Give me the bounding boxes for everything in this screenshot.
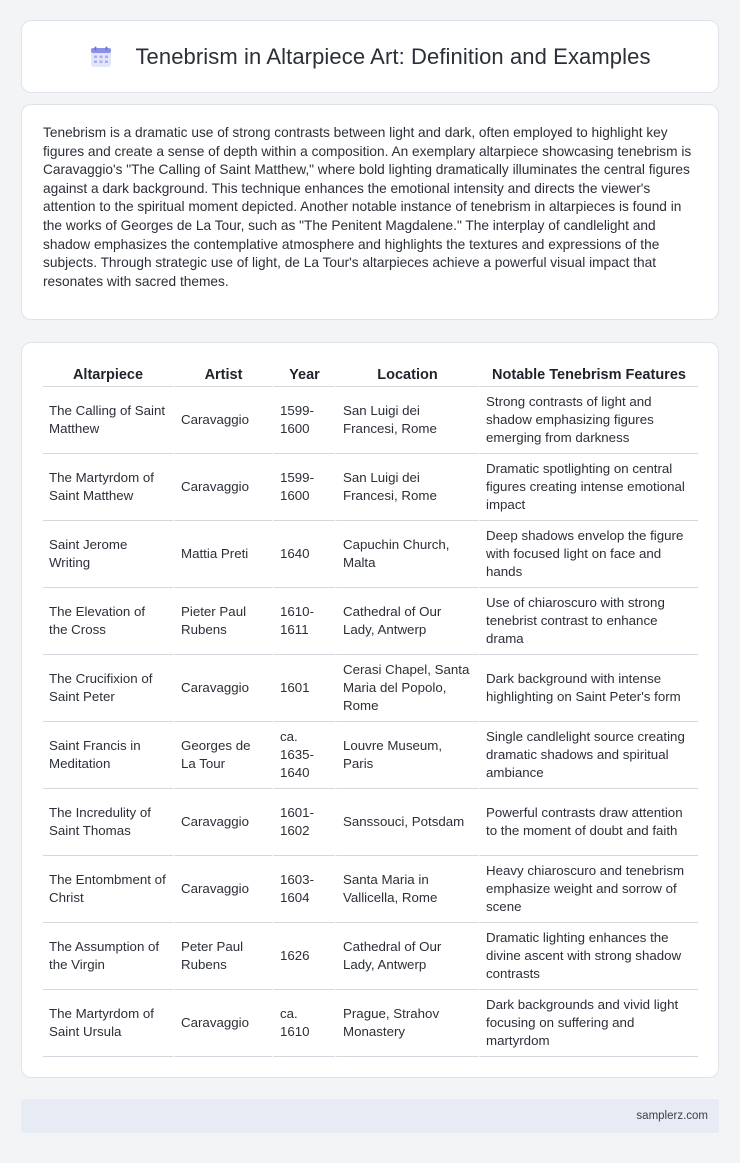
table-header-row [43,359,698,387]
title-card [21,20,719,93]
table-row [43,789,698,856]
table-row [43,521,698,588]
cell-altarpiece: Saint Francis in Meditation [43,722,173,789]
cell-location: Prague, Strahov Monastery [335,990,478,1057]
table-row [43,722,698,789]
cell-altarpiece: The Assumption of the Virgin [43,923,173,990]
cell-features: Heavy chiaroscuro and tenebrism emphasize weight and sorrow of scene [478,856,698,923]
cell-artist: Caravaggio [173,856,272,923]
table-row [43,990,698,1057]
cell-year: ca. 1635-1640 [272,722,335,789]
column-header-year: Year [272,359,335,387]
table-row [43,387,698,454]
intro-card [21,104,719,320]
table-card [21,342,719,1078]
footer-site: samplerz.com [636,1110,708,1122]
cell-location: Louvre Museum, Paris [335,722,478,789]
cell-altarpiece: The Martyrdom of Saint Ursula [43,990,173,1057]
cell-altarpiece: The Martyrdom of Saint Matthew [43,454,173,521]
table-row [43,923,698,990]
table-row [43,454,698,521]
column-header-artist: Artist [173,359,272,387]
cell-year: 1610-1611 [272,588,335,655]
cell-features: Powerful contrasts draw attention to the moment of doubt and faith [478,789,698,856]
footer [21,1099,719,1133]
cell-year: 1599-1600 [272,454,335,521]
table-row [43,588,698,655]
intro-paragraph: Tenebrism is a dramatic use of strong contrasts between light and dark, often employed to highlight key figures and create a sense of depth within a composition. An exemplary altarpiece showcasing tenebrism is Caravaggio's "The Calling of Saint Matthew," where bold lighting dramatically illuminates the central figures against a dark background. This technique enhances the emotional intensity and directs the viewer's attention to the spiritual moment depicted. Another notable instance of tenebrism in altarpieces is found in the works of Georges de La Tour, such as "The Penitent Magdalene." The interplay of candlelight and shadow emphasizes the contemplative atmosphere and highlights the textures and expressions of the subjects. Through strategic use of light, de La Tour's altarpieces achieve a powerful visual impact that resonates with sacred themes. [43,125,692,289]
cell-year: 1601-1602 [272,789,335,856]
cell-altarpiece: The Crucifixion of Saint Peter [43,655,173,722]
cell-artist: Peter Paul Rubens [173,923,272,990]
altarpiece-table [43,359,698,1057]
column-header-features: Notable Tenebrism Features [478,359,698,387]
cell-features: Strong contrasts of light and shadow emphasizing figures emerging from darkness [478,387,698,454]
table-row [43,655,698,722]
cell-location: San Luigi dei Francesi, Rome [335,387,478,454]
cell-altarpiece: Saint Jerome Writing [43,521,173,588]
cell-features: Single candlelight source creating dramatic shadows and spiritual ambiance [478,722,698,789]
calendar-icon [89,45,113,69]
cell-location: Santa Maria in Vallicella, Rome [335,856,478,923]
cell-artist: Caravaggio [173,454,272,521]
cell-artist: Mattia Preti [173,521,272,588]
column-header-altarpiece: Altarpiece [43,359,173,387]
cell-artist: Georges de La Tour [173,722,272,789]
cell-features: Dark backgrounds and vivid light focusing on suffering and martyrdom [478,990,698,1057]
cell-altarpiece: The Entombment of Christ [43,856,173,923]
cell-location: Cathedral of Our Lady, Antwerp [335,588,478,655]
column-header-location: Location [335,359,478,387]
cell-year: 1640 [272,521,335,588]
cell-altarpiece: The Elevation of the Cross [43,588,173,655]
cell-features: Dramatic lighting enhances the divine ascent with strong shadow contrasts [478,923,698,990]
cell-features: Deep shadows envelop the figure with focused light on face and hands [478,521,698,588]
cell-year: 1603-1604 [272,856,335,923]
cell-location: Cerasi Chapel, Santa Maria del Popolo, Rome [335,655,478,722]
cell-location: Sanssouci, Potsdam [335,789,478,856]
page-title: Tenebrism in Altarpiece Art: Definition and Examples [135,43,651,69]
cell-location: Capuchin Church, Malta [335,521,478,588]
cell-artist: Caravaggio [173,655,272,722]
cell-artist: Caravaggio [173,990,272,1057]
cell-features: Use of chiaroscuro with strong tenebrist contrast to enhance drama [478,588,698,655]
cell-artist: Caravaggio [173,789,272,856]
cell-artist: Pieter Paul Rubens [173,588,272,655]
cell-location: Cathedral of Our Lady, Antwerp [335,923,478,990]
cell-features: Dark background with intense highlighting on Saint Peter's form [478,655,698,722]
table-body [43,387,698,1057]
cell-artist: Caravaggio [173,387,272,454]
cell-features: Dramatic spotlighting on central figures creating intense emotional impact [478,454,698,521]
table-row [43,856,698,923]
cell-year: 1601 [272,655,335,722]
cell-year: ca. 1610 [272,990,335,1057]
cell-altarpiece: The Calling of Saint Matthew [43,387,173,454]
cell-altarpiece: The Incredulity of Saint Thomas [43,789,173,856]
cell-year: 1599-1600 [272,387,335,454]
cell-location: San Luigi dei Francesi, Rome [335,454,478,521]
cell-year: 1626 [272,923,335,990]
